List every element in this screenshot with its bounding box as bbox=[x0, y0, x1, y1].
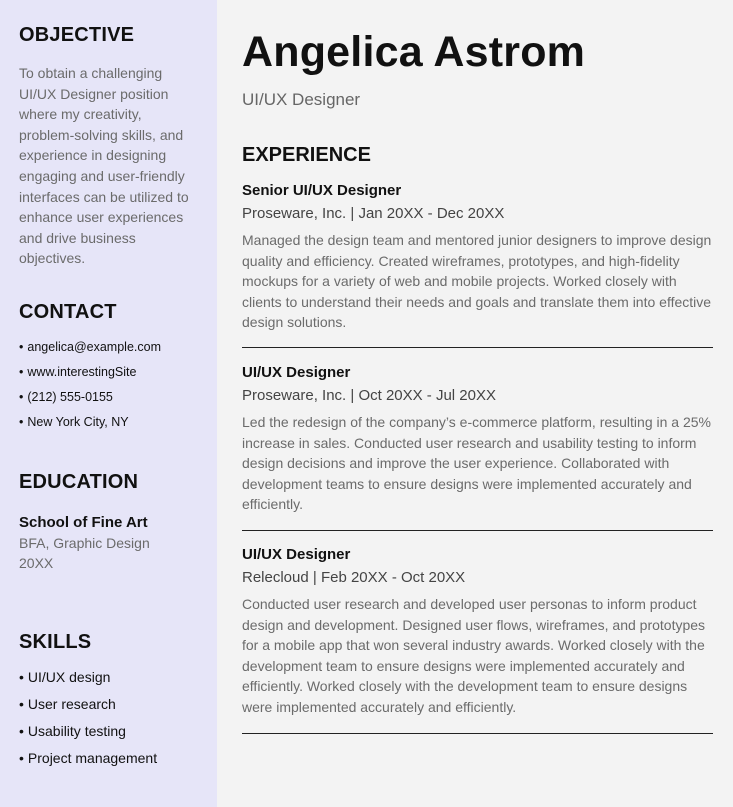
contact-website[interactable]: • www.interestingSite bbox=[19, 364, 137, 379]
contact-heading: CONTACT bbox=[19, 300, 117, 323]
job-description: Managed the design team and mentored junior designers to improve design quality and efficiency. Created wireframes, prototypes, and high-fidelity mockups for a variety of web and mobile projects. Worked closely with clients to understand their needs and goals and translate them into effective design solutions. bbox=[242, 232, 712, 331]
contact-section bbox=[19, 301, 199, 438]
contact-email-text[interactable]: angelica@example.com bbox=[27, 339, 161, 354]
job-description: Led the redesign of the company’s e-commerce platform, resulting in a 25% increase in sales. Conducted user research and usability testing to inform design decisions and improve the user experience. Collaborated with development teams to ensure designs were implemented accurately and efficiently. bbox=[242, 413, 711, 513]
sidebar bbox=[0, 0, 217, 807]
job-meta: Relecloud | Feb 20XX - Oct 20XX bbox=[242, 568, 466, 586]
skills-list bbox=[19, 668, 199, 776]
job-meta: Proseware, Inc. | Jan 20XX - Dec 20XX bbox=[242, 205, 505, 222]
job-entry bbox=[242, 546, 713, 734]
job-description: Conducted user research and developed user personas to inform product design and development. Designed user flows, wireframes, and prototypes for a mobile app that won several industry awards. Worked closely with the development team to ensure designs were implemented accurately and efficiently. Worked closely with the development team to ensure designs were implemented accurately and efficiently. bbox=[242, 595, 706, 715]
contact-email[interactable]: • angelica@example.com bbox=[19, 339, 161, 354]
skills-heading: SKILLS bbox=[19, 630, 92, 653]
skill-item: • UI/UX design bbox=[19, 668, 111, 685]
education-year: 20XX bbox=[19, 555, 54, 572]
candidate-name: Angelica Astrom bbox=[242, 28, 586, 76]
contact-website-text[interactable]: www.interestingSite bbox=[27, 364, 137, 379]
contact-phone: • (212) 555-0155 bbox=[19, 389, 113, 404]
skill-item: • User research bbox=[19, 695, 116, 712]
education-degree: BFA, Graphic Design bbox=[19, 534, 150, 551]
main-content bbox=[217, 0, 733, 807]
contact-phone-text: (212) 555-0155 bbox=[27, 389, 113, 404]
contact-location: • New York City, NY bbox=[19, 414, 129, 429]
education-heading: EDUCATION bbox=[19, 470, 139, 493]
education-section bbox=[19, 471, 199, 574]
job-entry bbox=[242, 182, 713, 348]
education-school: School of Fine Art bbox=[19, 513, 148, 531]
skill-item: • Project management bbox=[19, 749, 158, 766]
contact-list bbox=[19, 338, 199, 438]
job-title: UI/UX Designer bbox=[242, 363, 351, 381]
job-title: Senior UI/UX Designer bbox=[242, 182, 402, 199]
candidate-role: UI/UX Designer bbox=[242, 90, 361, 109]
objective-heading: OBJECTIVE bbox=[19, 24, 135, 46]
objective-section bbox=[19, 24, 199, 269]
contact-location-text: New York City, NY bbox=[27, 414, 129, 429]
job-entry bbox=[242, 364, 713, 531]
objective-text: To obtain a challenging UI/UX Designer position where my creativity, problem-solving skills, and experience in designing engaging and user-friendly interfaces can be utilized to enhance user experiences and drive business objectives. bbox=[19, 65, 189, 267]
job-meta: Proseware, Inc. | Oct 20XX - Jul 20XX bbox=[242, 386, 497, 404]
experience-heading: EXPERIENCE bbox=[242, 144, 371, 166]
skills-section bbox=[19, 631, 199, 776]
job-title: UI/UX Designer bbox=[242, 545, 351, 563]
skill-item: • Usability testing bbox=[19, 722, 126, 739]
